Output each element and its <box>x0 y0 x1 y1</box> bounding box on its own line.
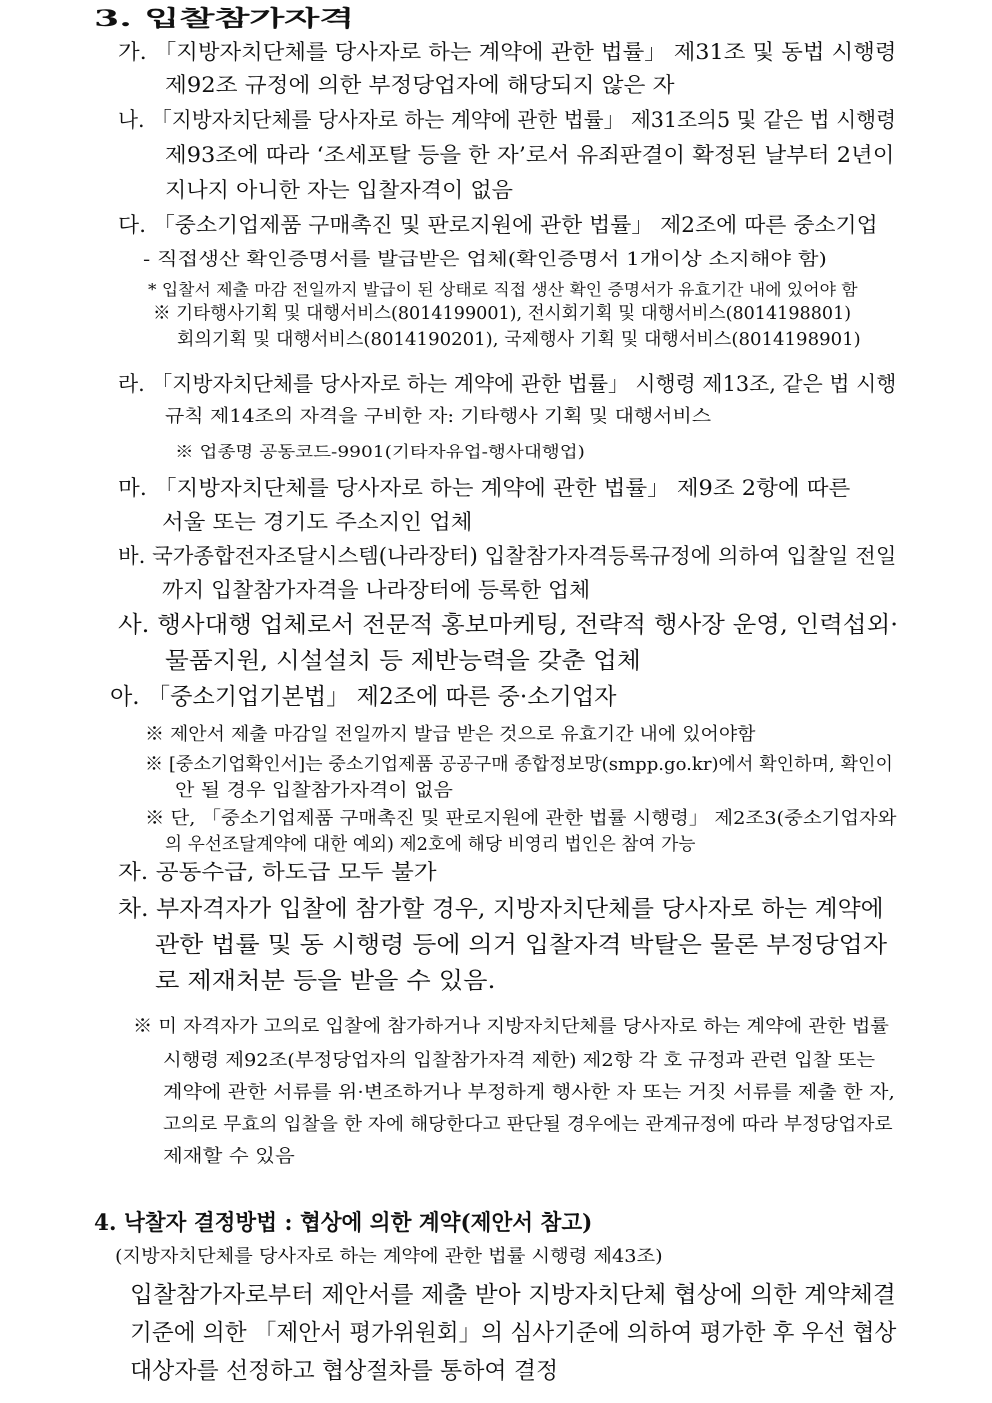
warning-note-line5: 제재할 수 있음 <box>163 1146 295 1167</box>
item-a-line6: 의 우선조달계약에 대한 예외) 제2호에 해당 비영리 법인은 참여 가능 <box>165 834 696 855</box>
item-da-line3: * 입찰서 제출 마감 전일까지 발급이 된 상태로 직접 생산 확인 증명서가 유효기간 내에 있어야 함 <box>148 280 858 299</box>
item-a-line2: ※ 제안서 제출 마감일 전일까지 발급 받은 것으로 유효기간 내에 있어야함 <box>145 724 756 745</box>
item-da-line4: ※ 기타행사기획 및 대행서비스(8014199001), 전시회기획 및 대행서비스(8014198801) <box>153 303 852 324</box>
warning-note-line2: 시행령 제92조(부정당업자의 입찰참가자격 제한) 제2항 각 호 규정과 관련 입찰 또는 <box>163 1050 876 1071</box>
item-ga-line1: 가. 「지방자치단체를 당사자로 하는 계약에 관한 법률」 제31조 및 동법 시행령 <box>118 40 897 64</box>
item-cha-line1: 차. 부자격자가 입찰에 참가할 경우, 지방자치단체를 당사자로 하는 계약에 <box>118 896 884 922</box>
item-ma-line1: 마. 「지방자치단체를 당사자로 하는 계약에 관한 법률」 제9조 2항에 따른 <box>118 476 851 500</box>
warning-note-line3: 계약에 관한 서류를 위·변조하거나 부정하게 행사한 자 또는 거짓 서류를 제출 한 자, <box>163 1082 895 1103</box>
warning-note-line4: 고의로 무효의 입찰을 한 자에 해당한다고 판단될 경우에는 관계규정에 따라 부정당업자로 <box>163 1114 893 1135</box>
item-da-line2: - 직접생산 확인증명서를 발급받은 업체(확인증명서 1개이상 소지해야 함) <box>143 249 827 270</box>
item-ma-line2: 서울 또는 경기도 주소지인 업체 <box>162 510 473 534</box>
item-na-line1: 나. 「지방자치단체를 당사자로 하는 계약에 관한 법률」 제31조의5 및 같은 법 시행령 <box>118 108 897 132</box>
item-cha-line3: 로 제재처분 등을 받을 수 있음. <box>155 968 496 994</box>
item-a-line4: 안 될 경우 입찰참가자격이 없음 <box>175 780 453 801</box>
item-ra-line2: 규칙 제14조의 자격을 구비한 자: 기타행사 기획 및 대행서비스 <box>165 406 712 427</box>
section4-paragraph-line2: 기준에 의한 「제안서 평가위원회」의 심사기준에 의하여 평가한 후 우선 협상 <box>130 1320 897 1346</box>
section4-legal-reference: (지방자치단체를 당사자로 하는 계약에 관한 법률 시행령 제43조) <box>115 1246 663 1267</box>
item-cha-line2: 관한 법률 및 동 시행령 등에 의거 입찰자격 박탈은 물론 부정당업자 <box>155 932 887 958</box>
item-ba-line2: 까지 입찰참가자격을 나라장터에 등록한 업체 <box>162 578 591 602</box>
item-na-line3: 지나지 아니한 자는 입찰자격이 없음 <box>165 178 513 202</box>
section4-paragraph-line3: 대상자를 선정하고 협상절차를 통하여 결정 <box>130 1358 559 1384</box>
item-ra-line1: 라. 「지방자치단체를 당사자로 하는 계약에 관한 법률」 시행령 제13조, 같은 법 시행 <box>118 372 897 396</box>
section4-paragraph-line1: 입찰참가자로부터 제안서를 제출 받아 지방자치단체 협상에 의한 계약체결 <box>130 1282 896 1308</box>
item-ra-line3: ※ 업종명 공동코드-9901(기타자유업-행사대행업) <box>175 442 585 461</box>
item-na-line2: 제93조에 따라 ‘조세포탈 등을 한 자’로서 유죄판결이 확정된 날부터 2년이 <box>165 143 895 167</box>
item-da-line1: 다. 「중소기업제품 구매촉진 및 판로지원에 관한 법률」 제2조에 따른 중소기업 <box>118 213 878 237</box>
item-a-line1: 아. 「중소기업기본법」 제2조에 따른 중·소기업자 <box>110 684 617 710</box>
item-ja-line1: 자. 공동수급, 하도급 모두 불가 <box>118 860 437 884</box>
item-a-line3: ※ [중소기업확인서]는 중소기업제품 공공구매 종합정보망(smpp.go.kr)에서 확인하며, 확인이 <box>145 754 893 775</box>
item-ba-line1: 바. 국가종합전자조달시스템(나라장터) 입찰참가자격등록규정에 의하여 입찰일 전일 <box>118 544 897 568</box>
section3-heading: 3. 입찰참가자격 <box>94 6 355 32</box>
item-a-line5: ※ 단, 「중소기업제품 구매촉진 및 판로지원에 관한 법률 시행령」 제2조3(중소기업자와 <box>145 808 897 829</box>
section4-heading: 4. 낙찰자 결정방법 : 협상에 의한 계약(제안서 참고) <box>94 1210 593 1236</box>
warning-note-line1: ※ 미 자격자가 고의로 입찰에 참가하거나 지방자치단체를 당사자로 하는 계약에 관한 법률 <box>133 1016 889 1037</box>
item-sa-line2: 물품지원, 시설설치 등 제반능력을 갖춘 업체 <box>165 648 641 674</box>
item-da-line5: 회의기획 및 대행서비스(8014190201), 국제행사 기획 및 대행서비스(8014198901) <box>177 329 861 350</box>
item-sa-line1: 사. 행사대행 업체로서 전문적 홍보마케팅, 전략적 행사장 운영, 인력섭외· <box>118 612 899 638</box>
item-ga-line2: 제92조 규정에 의한 부정당업자에 해당되지 않은 자 <box>165 73 675 97</box>
